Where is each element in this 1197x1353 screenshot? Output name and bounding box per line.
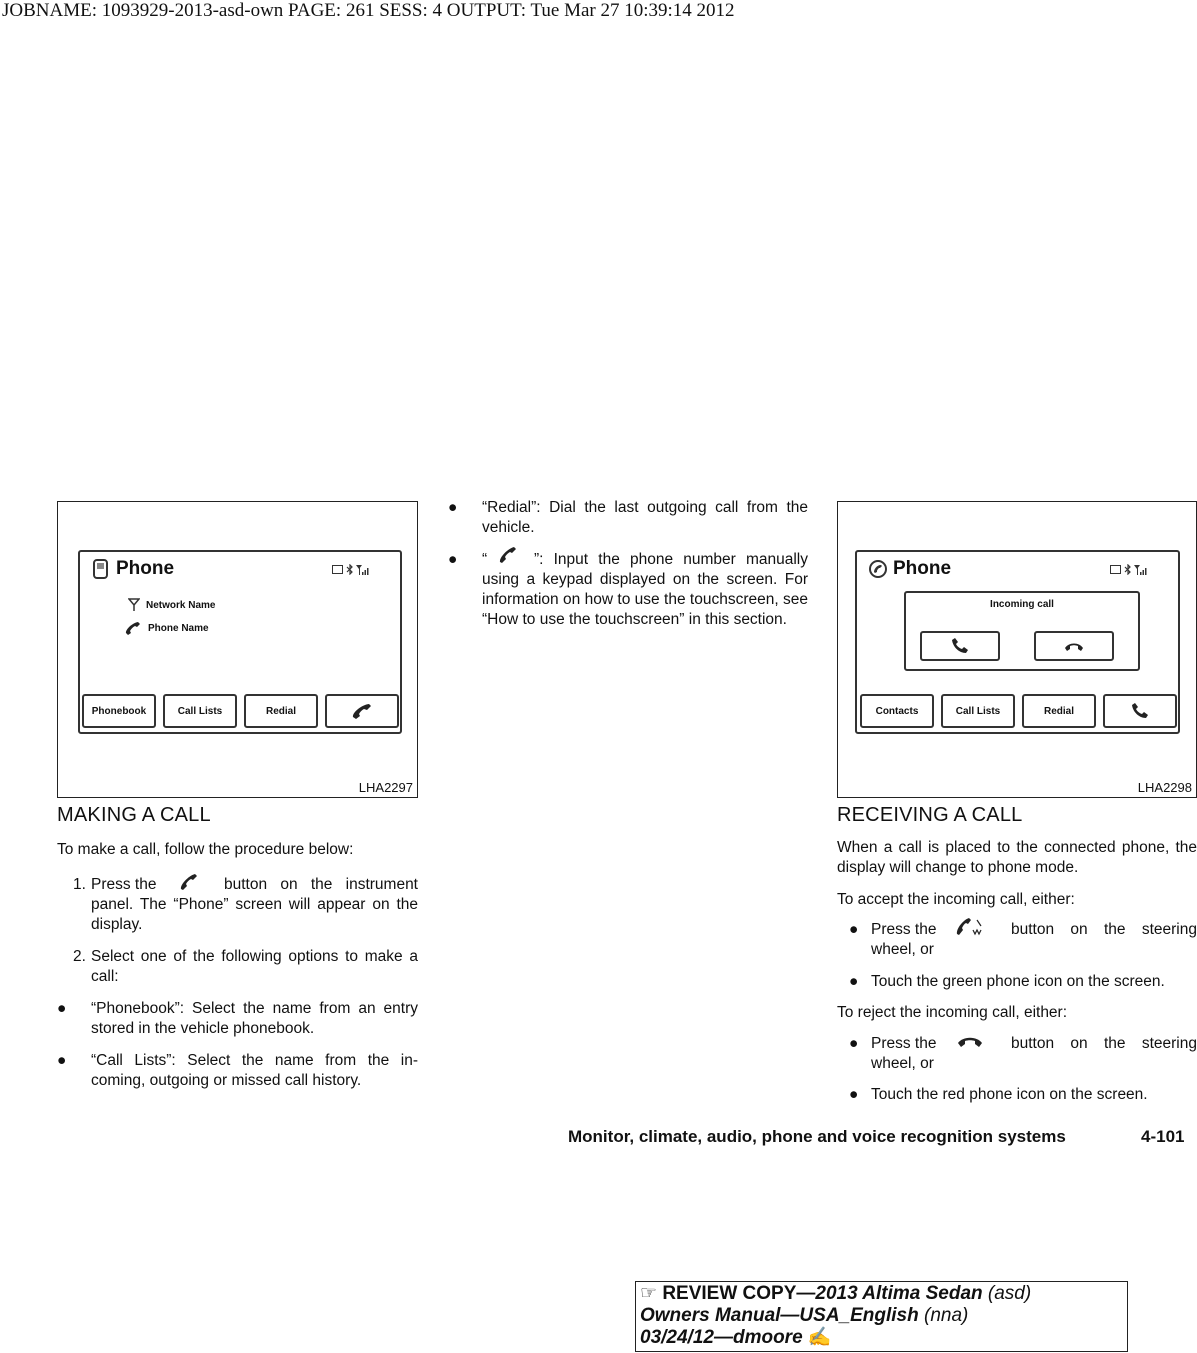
contacts-button[interactable]: Contacts <box>860 694 934 728</box>
making-call-intro: To make a call, follow the procedure below: <box>57 841 354 858</box>
signal-icon <box>356 565 370 575</box>
review-line-2: Owners Manual—USA_English (nna) <box>640 1305 969 1326</box>
step-text-a: Press the <box>91 876 157 893</box>
call-lists-button[interactable]: Call Lists <box>941 694 1015 728</box>
receiving-call-intro: When a call is placed to the connected phone, the display will change to phone mode. <box>837 839 1197 876</box>
screen-title: Phone <box>92 558 174 580</box>
review-copy-box <box>635 1281 1128 1352</box>
quote-open: “ <box>482 551 488 568</box>
section-footer: Monitor, climate, audio, phone and voice recognition systems <box>568 1127 1066 1146</box>
figure-incoming-call-screen <box>837 501 1197 798</box>
status-icons <box>1110 564 1148 575</box>
step-1 <box>57 875 418 937</box>
battery-icon <box>1110 565 1122 574</box>
review-line-3: 03/24/12—dmoore ✍ <box>640 1327 832 1348</box>
step-text-b: button on the instrument panel. The “Phone” screen will appear on the display. <box>91 876 418 933</box>
phone-icon <box>124 621 142 635</box>
phone-screen <box>78 550 402 734</box>
phone-circle-icon <box>869 560 887 578</box>
bullet-dot: ● <box>849 1086 859 1103</box>
battery-icon <box>332 565 344 574</box>
bullet-dot: ● <box>57 1052 67 1069</box>
dialog-title: Incoming call <box>990 599 1054 610</box>
bullet-text: Touch the red phone icon on the screen. <box>871 1086 1148 1103</box>
accept-intro: To accept the incoming call, either: <box>837 891 1075 908</box>
bullet-text: ”: Input the phone number manually using a keypad displayed on the screen. For information on how to use the touchscreen, see “How to use the touchscreen” in this section. <box>482 551 808 628</box>
pointing-hand-icon: ☞ <box>640 1283 658 1304</box>
redial-button[interactable]: Redial <box>1022 694 1096 728</box>
phonebook-button[interactable]: Phonebook <box>82 694 156 728</box>
status-icons <box>332 564 370 575</box>
bullet-text-b: button on the steering wheel, or <box>871 921 1197 958</box>
review-line-1: ☞ REVIEW COPY—2013 Altima Sedan (asd) <box>640 1283 1032 1304</box>
figure-code: LHA2297 <box>358 780 413 795</box>
phone-name-row: Phone Name <box>124 621 209 635</box>
reject-call-button[interactable] <box>1034 631 1114 661</box>
bullet-text-a: Press the <box>871 921 937 938</box>
bullet-dot: ● <box>849 921 859 938</box>
writing-hand-icon: ✍ <box>807 1327 832 1348</box>
bluetooth-icon <box>1124 564 1132 575</box>
redial-button[interactable]: Redial <box>244 694 318 728</box>
making-call-heading: MAKING A CALL <box>57 804 211 826</box>
bullet-dot: ● <box>57 1000 67 1017</box>
screen-title: Phone <box>869 558 951 580</box>
step-number: 1. <box>73 876 86 893</box>
network-name-row: Network Name <box>128 598 215 612</box>
bullet-text-a: Press the <box>871 1035 937 1052</box>
bullet-text: “Redial”: Dial the last outgoing call from the vehicle. <box>482 499 808 536</box>
reject-intro: To reject the incoming call, either: <box>837 1004 1068 1021</box>
figure-phone-screen <box>57 501 418 798</box>
bullet-dot: ● <box>448 499 458 516</box>
bluetooth-icon <box>346 564 354 575</box>
call-lists-button[interactable]: Call Lists <box>163 694 237 728</box>
phone-handset-icon <box>92 559 110 579</box>
incoming-call-dialog <box>904 591 1140 671</box>
bullet-text: “Call Lists”: Select the name from the in-coming, outgoing or missed call history. <box>91 1052 418 1089</box>
page-number: 4-101 <box>1141 1127 1185 1146</box>
bullet-dot: ● <box>448 551 458 568</box>
bullet-dot: ● <box>849 973 859 990</box>
step-number: 2. <box>73 948 86 965</box>
signal-icon <box>1134 565 1148 575</box>
accept-phone-icon <box>950 638 970 654</box>
keypad-dial-button[interactable] <box>325 694 399 728</box>
bullet-text-b: button on the steering wheel, or <box>871 1035 1197 1072</box>
bullet-text: “Phonebook”: Select the name from an entry stored in the vehicle phonebook. <box>91 1000 418 1037</box>
phone-screen <box>855 550 1180 734</box>
step-text: Select one of the following options to make a call: <box>91 948 418 985</box>
accept-phone-icon <box>1130 703 1150 719</box>
figure-code: LHA2298 <box>1137 780 1192 795</box>
reject-phone-icon <box>1064 640 1084 652</box>
antenna-icon <box>128 598 140 612</box>
phone-icon <box>351 703 373 719</box>
bullet-dot: ● <box>849 1035 859 1052</box>
bullet-text: Touch the green phone icon on the screen. <box>871 973 1165 990</box>
accept-call-button[interactable] <box>1103 694 1177 728</box>
job-header-line: JOBNAME: 1093929-2013-asd-own PAGE: 261 SESS: 4 OUTPUT: Tue Mar 27 10:39:14 2012 <box>2 0 735 21</box>
accept-call-button[interactable] <box>920 631 1000 661</box>
receiving-call-heading: RECEIVING A CALL <box>837 804 1023 826</box>
